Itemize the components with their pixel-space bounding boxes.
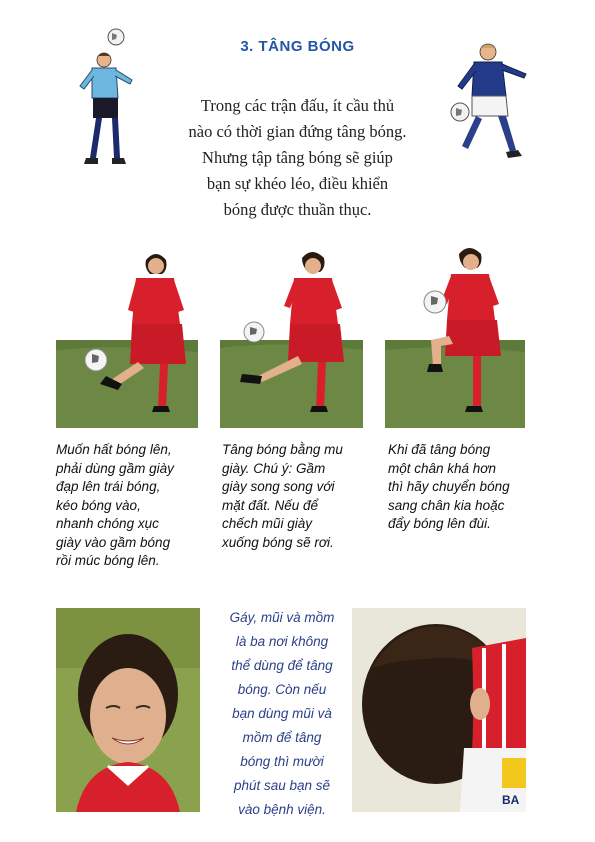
photo-thigh-juggle: [385, 240, 525, 428]
caption-line: xuống bóng sẽ rơi.: [222, 534, 334, 550]
intro-line: bóng được thuần thục.: [223, 200, 372, 219]
caption-instep-juggle: [222, 441, 364, 552]
side-note-line: là ba nơi không: [235, 634, 329, 649]
caption-line: Muốn hất bóng lên,: [56, 442, 172, 457]
side-note-line: vào bệnh viện.: [238, 802, 326, 817]
side-note-line: thể dùng để tâng: [231, 658, 333, 673]
intro-paragraph: [150, 93, 445, 223]
photo-step-on-ball: [56, 240, 198, 428]
caption-line: Tâng bóng bằng mu: [222, 442, 343, 457]
caption-line: mặt đất. Nếu để: [222, 497, 319, 513]
caption-line: giày song song với: [222, 479, 335, 494]
caption-thigh-juggle: [388, 441, 526, 534]
page-title: 3. TÂNG BÓNG: [240, 38, 355, 55]
caption-line: chếch mũi giày: [222, 516, 313, 531]
caption-line: rồi múc bóng lên.: [56, 553, 160, 568]
caption-line: đạp lên trái bóng,: [56, 479, 161, 494]
caption-line: một chân khá hơn: [388, 460, 496, 476]
side-note-line: Gáy, mũi và mồm: [229, 610, 335, 625]
caption-line: nhanh chóng xục: [56, 516, 159, 531]
side-note-line: phút sau bạn sẽ: [233, 778, 331, 793]
caption-line: Khi đã tâng bóng: [388, 442, 491, 457]
caption-line: đẩy bóng lên đùi.: [388, 516, 491, 531]
photo-instep-juggle: [220, 240, 363, 428]
caption-line: giày vào gầm bóng: [56, 534, 171, 550]
intro-line: Nhưng tập tâng bóng sẽ giúp: [202, 148, 393, 167]
intro-line: bạn sự khéo léo, điều khiển: [206, 174, 389, 193]
shirt-print-text: BA: [502, 793, 520, 807]
kicking-player-illustration: [440, 40, 545, 170]
side-note-line: mồm để tâng: [242, 730, 322, 745]
intro-line: Trong các trận đấu, ít cầu thủ: [200, 96, 395, 115]
caption-line: phải dùng gầm giày: [56, 460, 174, 476]
intro-line: nào có thời gian đứng tâng bóng.: [188, 122, 407, 141]
photo-boy-back-of-head: [352, 608, 526, 812]
header-player-illustration: [72, 22, 142, 174]
caption-line: thì hãy chuyển bóng: [388, 479, 510, 494]
side-note-line: bóng thì mười: [240, 754, 324, 769]
side-note-line: bóng. Còn nếu: [237, 682, 327, 697]
caption-line: giày. Chú ý: Gầm: [222, 460, 326, 476]
side-note: [207, 606, 357, 822]
side-note-line: bạn dùng mũi và: [232, 706, 332, 721]
caption-step-on-ball: [56, 441, 200, 571]
caption-line: kéo bóng vào,: [56, 497, 141, 513]
photo-boy-face: [56, 608, 200, 812]
caption-line: sang chân kia hoặc: [388, 497, 505, 513]
